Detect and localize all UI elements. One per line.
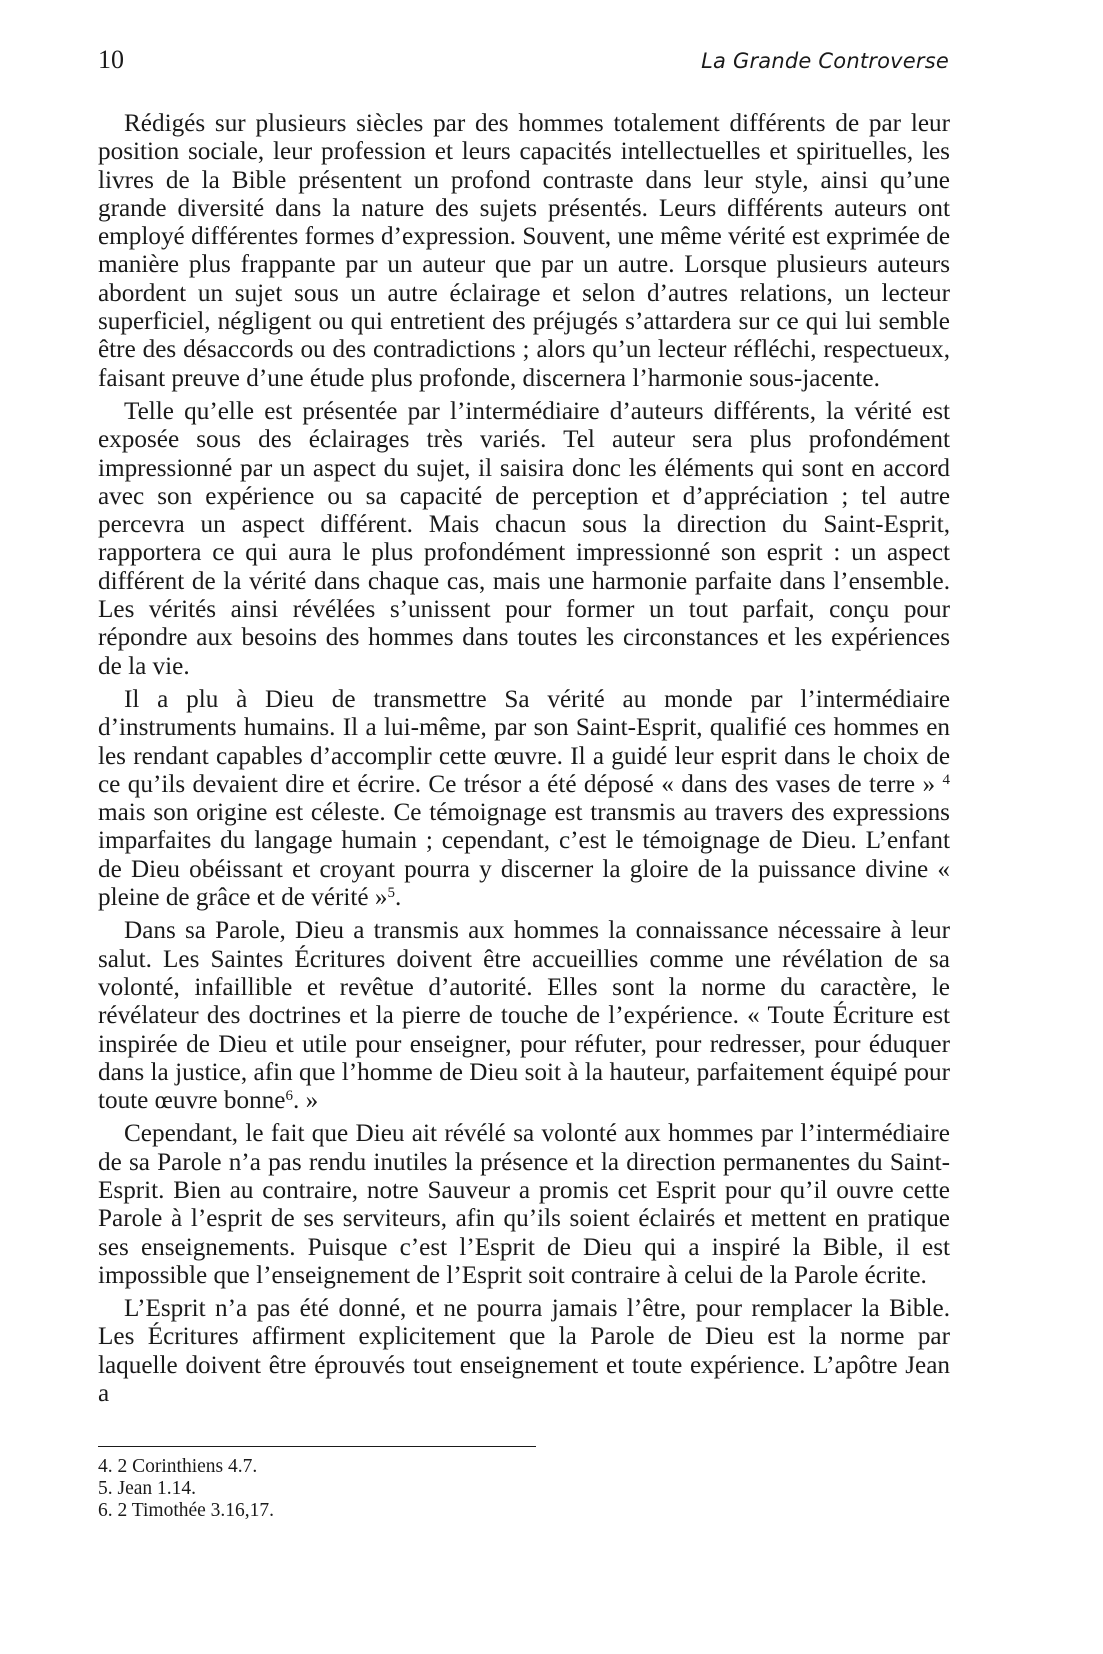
paragraph-text: Dans sa Parole, Dieu a transmis aux hommes la connaissance nécessaire à leur salut. Les Saintes Écritures doivent être accueillies comme une révélation de sa volonté, infaillible et revêtue d’autorité. Elles sont la norme du caractère, le révélateur des doctrines et la pierre de touche de l’expérience. « Toute Écriture est inspirée de Dieu et utile pour enseigner, pour réfuter, pour redresser, pour éduquer dans la justice, afin que l’homme de Dieu soit à la hauteur, parfaitement équipé pour toute œuvre bonne [98, 917, 950, 1115]
footnote: 6. 2 Timothée 3.16,17. [98, 1500, 275, 1521]
footnote: 5. Jean 1.14. [98, 1478, 197, 1499]
paragraph-text: Rédigés sur plusieurs siècles par des hommes totalement différents de par leur position sociale, leur profession et leurs capacités intellectuelles et spirituelles, les livres de la Bible présentent un profond contraste dans leur style, ainsi qu’une grande diversité dans la nature des sujets présentés. Leurs différents auteurs ont employé différentes formes d’expression. Souvent, une même vérité est exprimée de manière plus frappante par un auteur que par un autre. Lorsque plusieurs auteurs abordent un sujet sous un autre éclairage et selon d’autres relations, un lecteur superficiel, négligent ou qui entretient des préjugés s’attardera sur ce qui lui semble être des désaccords ou des contradictions ; alors qu’un lecteur réfléchi, respectueux, faisant preuve d’une étude plus profonde, discernera l’harmonie sous-jacente. [98, 110, 950, 392]
paragraph-text: mais son origine est céleste. Ce témoignage est transmis au travers des expressions imparfaites du langage humain ; cependant, c’est le témoignage de Dieu. L’enfant de Dieu obéissant et croyant pourra y discerner la gloire de la puissance divine « pleine de grâce et de vérité » [98, 799, 950, 912]
footnote-divider [98, 1446, 536, 1447]
paragraph-text: L’Esprit n’a pas été donné, et ne pourra jamais l’être, pour remplacer la Bible. Les Écritures affirment explicitement que la Parole de Dieu est la norme par laquelle doivent être éprouvés tout enseignement et toute expérience. L’apôtre Jean a [98, 1295, 950, 1408]
running-title: La Grande Controverse [701, 49, 949, 73]
page-number: 10 [98, 45, 124, 74]
paragraph [98, 398, 950, 681]
paragraph-text: . » [292, 1087, 319, 1115]
paragraph-text: Il a plu à Dieu de transmettre Sa vérité au monde par l’intermédiaire d’instruments humains. Il a lui-même, par son Saint-Esprit, qualifié ces hommes en les rendant capables d’accomplir cette œuvre. Il a guidé leur esprit dans le choix de ce qu’ils devaient dire et écrire. Ce trésor a été déposé « dans des vases de terre » [98, 685, 950, 798]
paragraph-text: Cependant, le fait que Dieu ait révélé sa volonté aux hommes par l’intermédiaire de sa Parole n’a pas rendu inutiles la présence et la direction permanentes du Saint-Esprit. Bien au contraire, notre Sauveur a promis cet Esprit pour qu’il ouvre cette Parole à l’esprit de ses serviteurs, afin qu’ils soient éclairés et mettent en pratique ses enseignements. Puisque c’est l’Esprit de Dieu qui a inspiré la Bible, il est impossible que l’enseignement de l’Esprit soit contraire à celui de la Parole écrite. [98, 1120, 950, 1289]
footnote-ref-4: 4 [942, 771, 950, 788]
paragraph [98, 1120, 950, 1290]
paragraph-text: . [395, 884, 402, 912]
footnotes [98, 1456, 274, 1522]
footnote-ref-6: 6 [285, 1087, 293, 1104]
footnote-ref-5: 5 [387, 884, 395, 901]
paragraph [98, 1295, 950, 1408]
body-text [98, 110, 950, 1413]
paragraph [98, 917, 950, 1115]
paragraph [98, 110, 950, 393]
paragraph-text: Telle qu’elle est présentée par l’intermédiaire d’auteurs différents, la vérité est exposée sous des éclairages très variés. Tel auteur sera plus profondément impressionné par un aspect du sujet, il saisira donc les éléments qui sont en accord avec son expérience ou sa capacité de perception et d’appréciation ; tel autre percevra un aspect différent. Mais chacun sous la direction du Saint-Esprit, rapportera ce qui aura le plus profondément impressionné son esprit : un aspect différent de la vérité dans chaque cas, mais une harmonie parfaite dans l’ensemble. Les vérités ainsi révélées s’unissent pour former un tout parfait, conçu pour répondre aux besoins des hommes dans toutes les circonstances et les expériences de la vie. [98, 397, 950, 680]
paragraph [98, 686, 950, 912]
footnote: 4. 2 Corinthiens 4.7. [98, 1456, 258, 1477]
